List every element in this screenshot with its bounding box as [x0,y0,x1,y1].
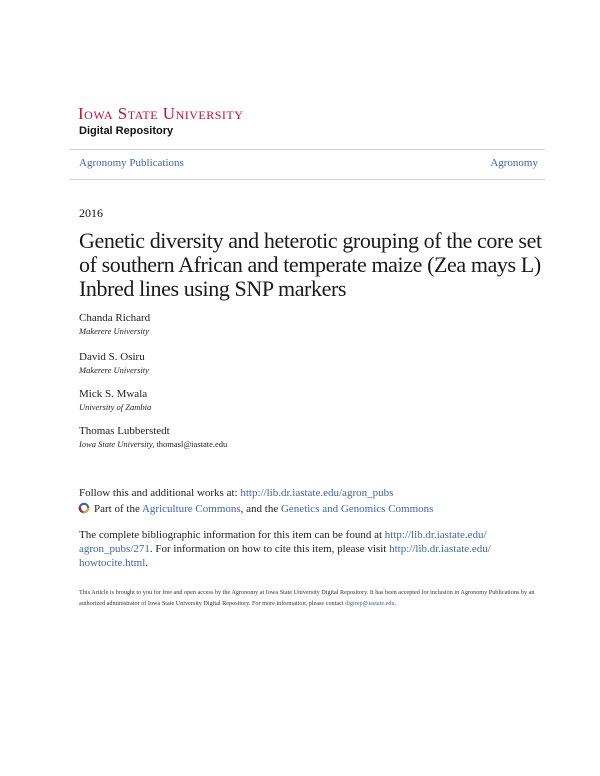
genetics-genomics-commons-link[interactable]: Genetics and Genomics Commons [280,503,434,515]
author-name: David S. Osiru [79,351,145,363]
follow-prefix: Follow this and additional works at: [79,487,241,499]
affiliation-separator: , [152,439,157,449]
follow-line [79,486,393,500]
share-icon [78,502,90,514]
author-affiliation-text: Iowa State University [79,439,153,449]
author-affiliation: University of Zambia [79,402,152,412]
part-of-middle: , and the [240,503,281,515]
citation-item-link[interactable]: agron_pubs/271 [79,543,150,555]
article-title: Genetic diversity and heterotic grouping of the core set of southern African and temperate maize (Zea mays L) Inbred lines using SNP markers [79,228,542,301]
university-logo: Iowa State University [78,104,244,123]
author-affiliation [79,439,227,450]
divider-bottom [70,179,545,180]
citation-link-1[interactable]: http://lib.dr.iastate.edu/ [384,529,487,541]
divider-top [70,149,545,150]
citation-line-1 [79,528,487,542]
publication-year: 2016 [79,206,103,220]
footnote-end: . [394,599,397,607]
author-name: Chanda Richard [79,312,151,324]
part-of-prefix: Part of the [94,503,142,515]
citation-text-2: . For information on how to cite this item, please visit [149,543,390,555]
author-affiliation: Makerere University [79,365,149,375]
author-email: thomasl@iastate.edu [156,439,228,449]
agronomy-link[interactable]: Agronomy [490,157,538,169]
citation-text-1: The complete bibliographic information for this item can be found at [79,529,385,541]
agronomy-publications-link[interactable]: Agronomy Publications [79,157,184,169]
part-of-line [94,502,433,516]
citation-end: . [145,557,149,569]
footnote [79,588,539,609]
howtocite-link-part1[interactable]: http://lib.dr.iastate.edu/ [389,543,491,555]
author-name: Thomas Lubberstedt [79,425,170,437]
howtocite-link-part2[interactable]: howtocite.html [79,557,146,569]
citation-line-3 [79,556,148,570]
agriculture-commons-link[interactable]: Agriculture Commons [141,503,241,515]
author-name: Mick S. Mwala [79,388,148,400]
citation-line-2 [79,542,491,556]
repository-name: Digital Repository [79,125,174,137]
author-affiliation: Makerere University [79,326,149,336]
footnote-text: This Article is brought to you for free and open access by the Agronomy at Iowa State University Digital Repository. It has been accepted for inclusion in Agronomy Publications by an authorized administrator of Iowa State University Digital Repository. For more information, please contact [79,589,535,607]
contact-email-link[interactable]: digirep@iastate.edu [345,599,395,607]
follow-link[interactable]: http://lib.dr.iastate.edu/agron_pubs [240,487,394,499]
